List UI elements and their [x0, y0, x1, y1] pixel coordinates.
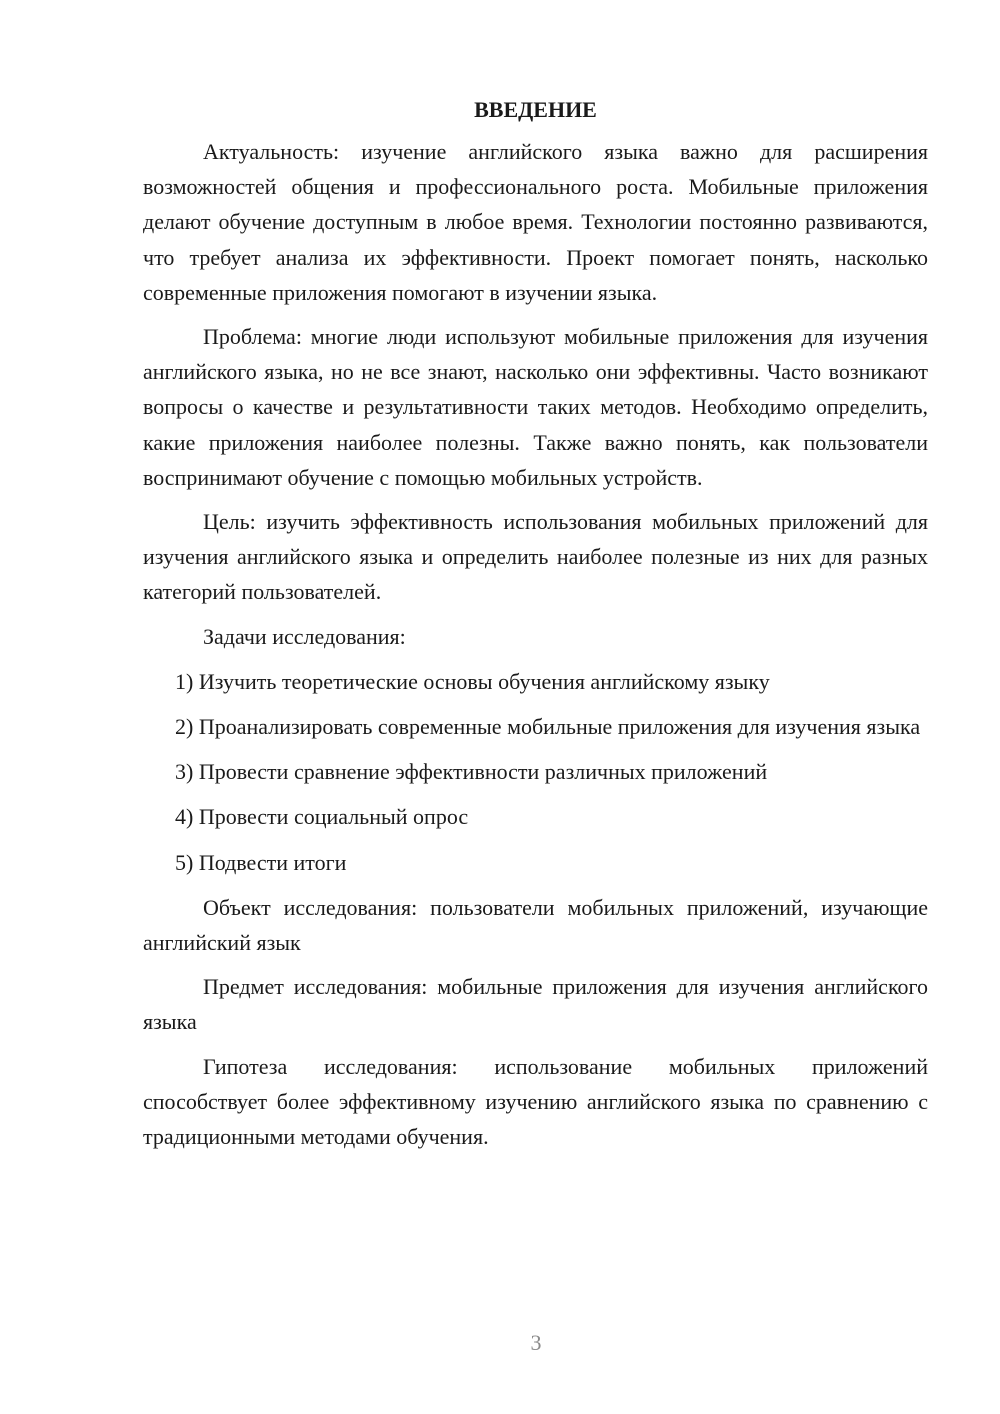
hypothesis-paragraph: Гипотеза исследования: использование мобильных приложений способствует более эффективному изучению английского языка по сравнению с традиционными методами обучения.: [143, 1053, 928, 1150]
problem-paragraph: Проблема: многие люди используют мобильные приложения для изучения английского языка, но не все знают, насколько они эффективны. Часто возникают вопросы о качестве и результативности таких методов. Необходимо определить, какие приложения наиболее полезны. Также важно понять, как пользователи воспринимают обучение с помощью мобильных устройств.: [143, 324, 928, 490]
document-page: [143, 92, 928, 1163]
page-number: 3: [530, 1330, 542, 1355]
relevance-paragraph: Актуальность: изучение английского языка важно для расширения возможностей общения и профессионального роста. Мобильные приложения делают обучение доступным в любое время. Технологии постоянно развиваются, что требует анализа их эффективности. Проект помогает понять, насколько современные приложения помогают в изучении языка.: [143, 139, 928, 305]
tasks-heading: Задачи исследования:: [203, 623, 406, 649]
object-paragraph: Объект исследования: пользователи мобильных приложений, изучающие английский язык: [143, 894, 928, 956]
task-item-4: 4) Провести социальный опрос: [175, 804, 469, 830]
goal-paragraph: Цель: изучить эффективность использования мобильных приложений для изучения английского языка и определить наиболее полезные из них для разных категорий пользователей.: [143, 509, 928, 605]
task-item-1: 1) Изучить теоретические основы обучения английскому языку: [175, 668, 770, 694]
task-item-5: 5) Подвести итоги: [175, 849, 347, 875]
subject-paragraph: Предмет исследования: мобильные приложения для изучения английского языка: [143, 974, 928, 1035]
task-item-3: 3) Провести сравнение эффективности различных приложений: [175, 759, 768, 785]
document-title: ВВЕДЕНИЕ: [474, 97, 597, 122]
task-item-2: 2) Проанализировать современные мобильные приложения для изучения языка: [175, 714, 921, 740]
